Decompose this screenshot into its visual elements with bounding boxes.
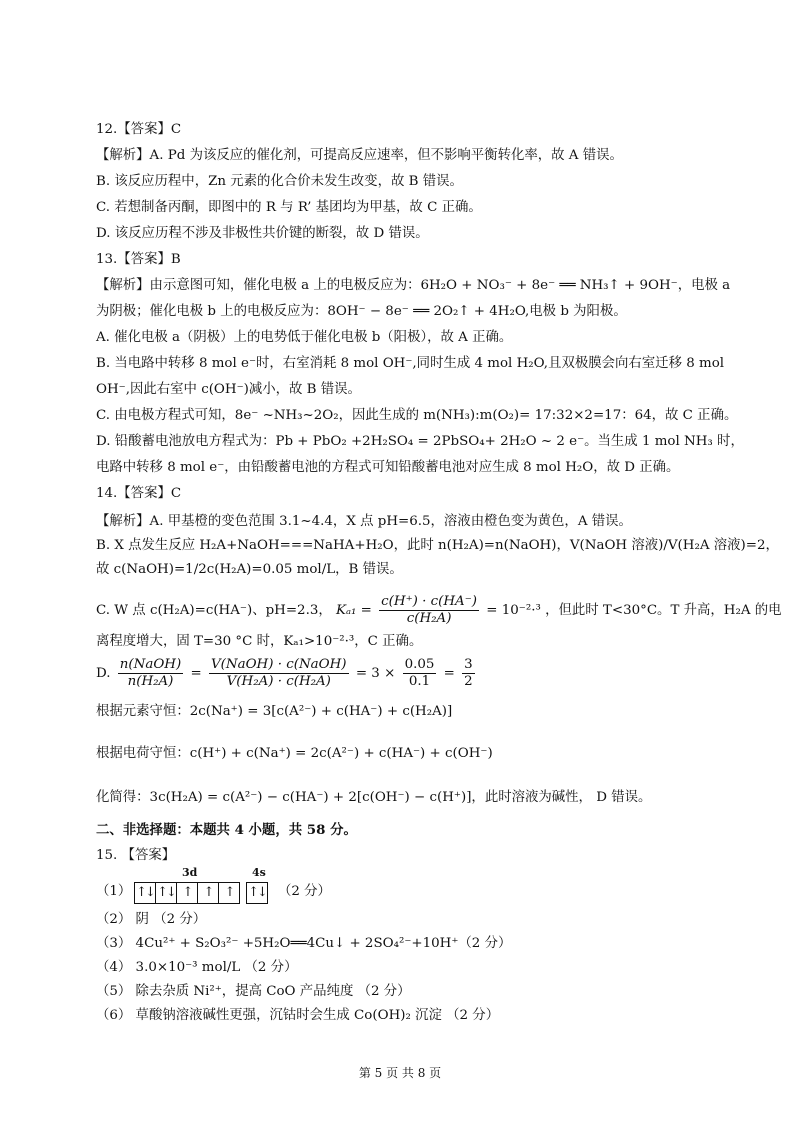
- q13-analysis-d-2: 电路中转移 8 mol e⁻，由铅酸蓄电池的方程式可知铅酸蓄电池对应生成 8 mol H₂O，故 D 正确。: [96, 460, 680, 475]
- q12-analysis-d: D. 该反应历程不涉及非极性共价键的断裂，故 D 错误。: [96, 226, 429, 241]
- q13-analysis-intro-1: 【解析】由示意图可知，催化电极 a 上的电极反应为：6H₂O + NO₃⁻ + 8e⁻ ══ NH₃↑ + 9OH⁻，电极 a: [96, 278, 731, 293]
- q13-answer: 13.【答案】B: [96, 252, 181, 267]
- charge-conservation: 根据电荷守恒：c(H⁺) + c(Na⁺) = 2c(A²⁻) + c(HA⁻) + c(OH⁻): [96, 746, 493, 761]
- ratio-fraction-3: [403, 657, 437, 690]
- q12-analysis-a: 【解析】A. Pd 为该反应的催化剂，可提高反应速率，但不影响平衡转化率，故 A 错误。: [96, 148, 623, 163]
- ka1-value: = 10⁻²·³: [486, 603, 541, 618]
- q14-d-prefix: D.: [96, 666, 111, 681]
- section-heading: 二、非选择题：本题共 4 小题，共 58 分。: [96, 822, 357, 838]
- ka1-denominator: c(H₂A): [406, 611, 452, 626]
- q15-part1-points: （2 分）: [278, 884, 331, 899]
- ratio-1-numerator: n(NaOH): [119, 657, 182, 672]
- ratio-4-denominator: 2: [464, 674, 473, 689]
- orbital-4s-1: ↑↓: [248, 885, 266, 900]
- ratio-3-numerator: 0.05: [404, 657, 435, 672]
- q12-analysis-c: C. 若想制备丙酮，即图中的 R 与 R’ 基团均为甲基，故 C 正确。: [96, 200, 482, 215]
- q15-part1-label: （1）: [96, 884, 132, 899]
- q15-part6: （6） 草酸钠溶液碱性更强，沉钴时会生成 Co(OH)₂ 沉淀 （2 分）: [96, 1008, 500, 1023]
- ratio-2-denominator: V(H₂A) · c(H₂A): [226, 674, 331, 689]
- ratio-1-denominator: n(H₂A): [127, 674, 174, 689]
- orbital-box-4s: [246, 882, 268, 904]
- q13-analysis-c: C. 由电极方程式可知，8e⁻ ~NH₃~2O₂，因此生成的 m(NH₃):m(O₂)= 17:32×2=17：64，故 C 正确。: [96, 408, 738, 423]
- label-4s: 4s: [252, 866, 266, 879]
- ka1-symbol: Kₐ₁ =: [336, 603, 372, 618]
- q15-answer: 15. 【答案】: [96, 848, 176, 863]
- q14-analysis-b-1: B. X 点发生反应 H₂A+NaOH===NaHA+H₂O，此时 n(H₂A)=n(NaOH)，V(NaOH 溶液)/V(H₂A 溶液)=2，: [96, 538, 779, 553]
- ratio-3-denominator: 0.1: [408, 674, 431, 689]
- page-number: 第 5 页 共 8 页: [358, 1066, 442, 1080]
- ratio-fraction-4: [462, 657, 475, 690]
- element-conservation: 根据元素守恒：2c(Na⁺) = 3[c(A²⁻) + c(HA⁻) + c(H₂A)]: [96, 704, 453, 719]
- orbital-box-3d: [134, 882, 240, 904]
- q14-analysis-c-1: [96, 594, 782, 628]
- ratio-equals-2: = 3 ×: [355, 666, 396, 681]
- q14-analysis-c-2: 离程度增大，固 T=30 °C 时，Kₐ₁>10⁻²·³，C 正确。: [96, 634, 423, 649]
- ka1-numerator: c(H⁺) · c(HA⁻): [381, 594, 477, 609]
- q14-answer: 14.【答案】C: [96, 486, 182, 501]
- orbital-3d-4: ↑: [198, 883, 219, 903]
- orbital-3d-3: ↑: [177, 883, 198, 903]
- q13-analysis-a: A. 催化电极 a（阴极）上的电势低于催化电极 b（阳极），故 A 正确。: [96, 330, 513, 345]
- q12-analysis-b: B. 该反应历程中，Zn 元素的化合价未发生改变，故 B 错误。: [96, 174, 463, 189]
- q15-part4: （4） 3.0×10⁻³ mol/L （2 分）: [96, 960, 298, 975]
- orbital-3d-2: ↑↓: [156, 883, 177, 903]
- ratio-4-numerator: 3: [464, 657, 473, 672]
- q14-analysis-a: 【解析】A. 甲基橙的变色范围 3.1~4.4，X 点 pH=6.5，溶液由橙色变为黄色，A 错误。: [96, 514, 632, 529]
- ratio-2-numerator: V(NaOH) · c(NaOH): [210, 657, 347, 672]
- ratio-equals-3: =: [443, 666, 455, 681]
- q14-c-suffix: ，但此时 T<30°C。T 升高，H₂A 的电: [545, 603, 782, 618]
- q12-answer: 12.【答案】C: [96, 122, 182, 137]
- ratio-fraction-2: [209, 657, 349, 690]
- q13-analysis-b-2: OH⁻,因此右室中 c(OH⁻)减小，故 B 错误。: [96, 382, 361, 397]
- q15-part5: （5） 除去杂质 Ni²⁺，提高 CoO 产品纯度 （2 分）: [96, 984, 411, 999]
- q15-part2: （2） 阴 （2 分）: [96, 912, 207, 927]
- ratio-equals-1: =: [190, 666, 202, 681]
- ka1-fraction: [379, 594, 479, 627]
- orbital-3d-5: ↑: [224, 885, 234, 900]
- q13-analysis-intro-2: 为阴极；催化电极 b 上的电极反应为：8OH⁻ − 8e⁻ ══ 2O₂↑ + 4H₂O,电极 b 为阳极。: [96, 304, 627, 319]
- q14-analysis-d-ratio: [96, 656, 740, 692]
- simplified-equation: 化简得：3c(H₂A) = c(A²⁻) − c(HA⁻) + 2[c(OH⁻) − c(H⁺)]，此时溶液为碱性， D 错误。: [96, 790, 652, 805]
- q13-analysis-b-1: B. 当电路中转移 8 mol e⁻时，右室消耗 8 mol OH⁻,同时生成 4 mol H₂O,且双极膜会向右室迁移 8 mol: [96, 356, 725, 371]
- q13-analysis-d-1: D. 铅酸蓄电池放电方程式为：Pb + PbO₂ +2H₂SO₄ = 2PbSO₄+ 2H₂O ~ 2 e⁻。当生成 1 mol NH₃ 时，: [96, 434, 744, 449]
- orbital-3d-1: ↑↓: [135, 883, 156, 903]
- q14-analysis-b-2: 故 c(NaOH)=1/2c(H₂A)=0.05 mol/L，B 错误。: [96, 562, 403, 577]
- label-3d: 3d: [182, 866, 198, 879]
- ratio-fraction-1: [118, 657, 183, 690]
- q14-c-prefix: C. W 点 c(H₂A)=c(HA⁻)、pH=2.3，: [96, 603, 332, 618]
- q15-part3: （3） 4Cu²⁺ + S₂O₃²⁻ +5H₂O══4Cu↓ + 2SO₄²⁻+10H⁺（2 分）: [96, 936, 512, 951]
